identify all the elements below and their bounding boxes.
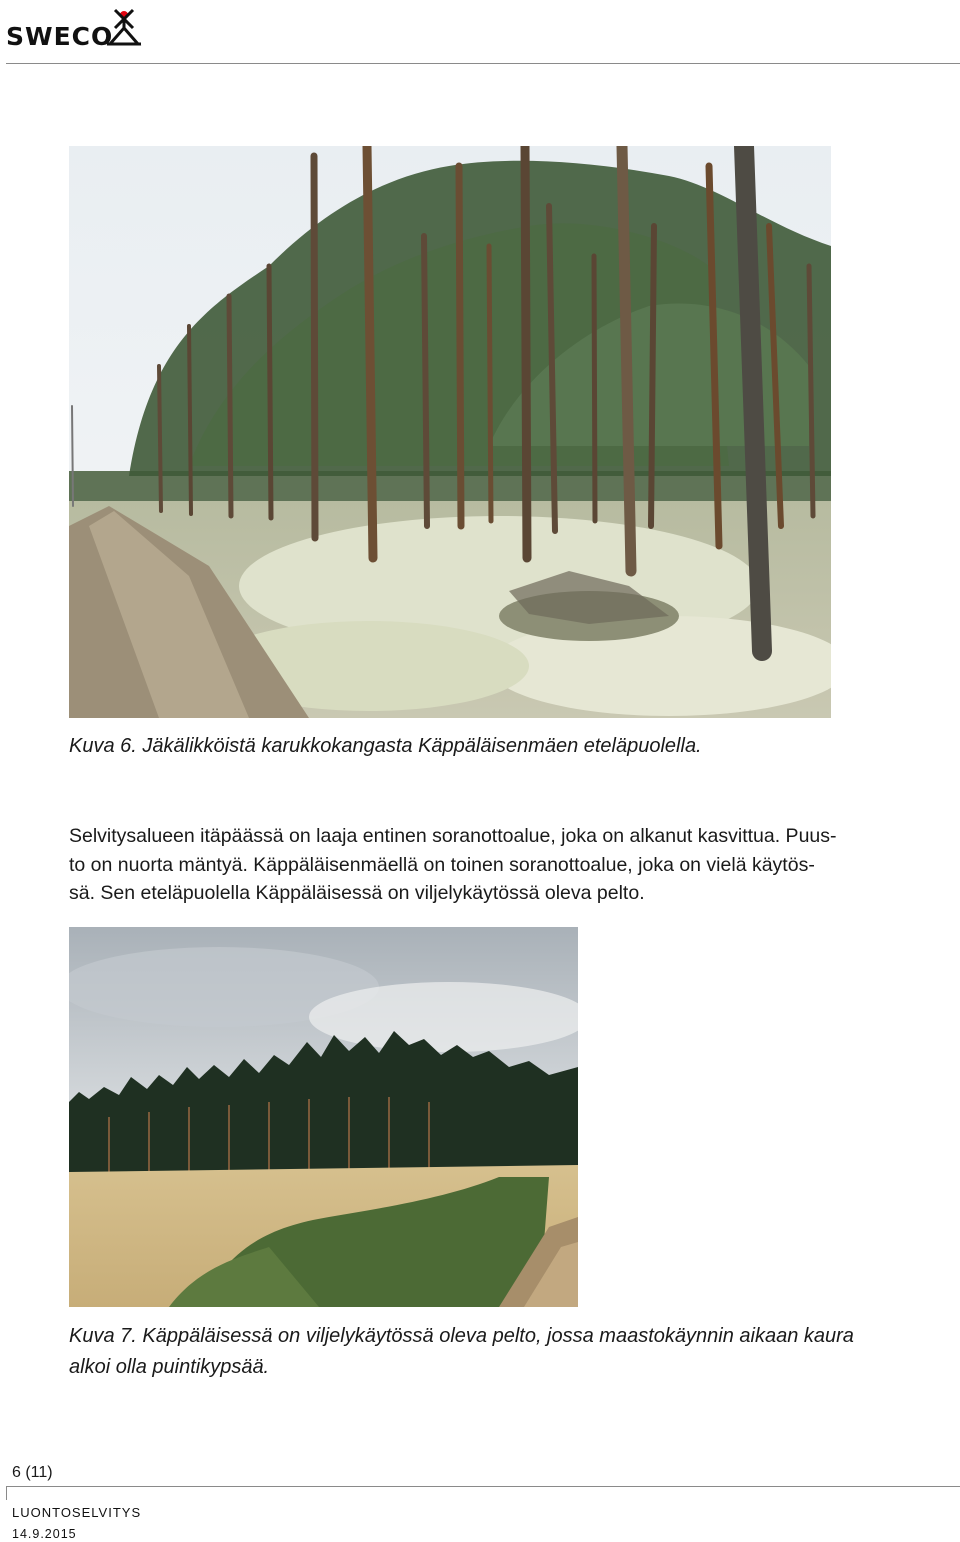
header-divider [6, 63, 960, 64]
paragraph-line-3: sä. Sen eteläpuolella Käppäläisessä on viljelykäytössä oleva pelto. [69, 882, 645, 904]
footer-divider-tick [6, 1486, 7, 1500]
figure-2-caption-line-2: alkoi olla puintikypsää. [69, 1356, 270, 1378]
figure-1-caption: Kuva 6. Jäkälikköistä karukkokangasta Käppäläisenmäen eteläpuolella. [69, 735, 702, 757]
paragraph-line-2: to on nuorta mäntyä. Käppäläisenmäellä on toinen soranottoalue, joka on vielä käytös- [69, 853, 815, 876]
footer-date: 14.9.2015 [12, 1527, 77, 1541]
sweco-logo [6, 6, 146, 51]
page-number: 6 (11) [12, 1464, 53, 1481]
footer-doc-title: LUONTOSELVITYS [12, 1505, 142, 1520]
logo-text: SWECO [6, 22, 114, 51]
paragraph-line-1: Selvitysalueen itäpäässä on laaja entinen soranottoalue, joka on alkanut kasvittua. Puus- [69, 825, 837, 847]
sweco-logo-icon [104, 6, 144, 48]
figure-2-photo [69, 927, 578, 1307]
figure-1-photo [69, 146, 831, 718]
footer-divider [6, 1486, 960, 1487]
figure-2-caption [69, 1321, 854, 1383]
body-paragraph [69, 822, 955, 908]
figure-2-caption-line-1: Kuva 7. Käppäläisessä on viljelykäytössä oleva pelto, jossa maastokäynnin aikaan kaura [69, 1325, 854, 1347]
